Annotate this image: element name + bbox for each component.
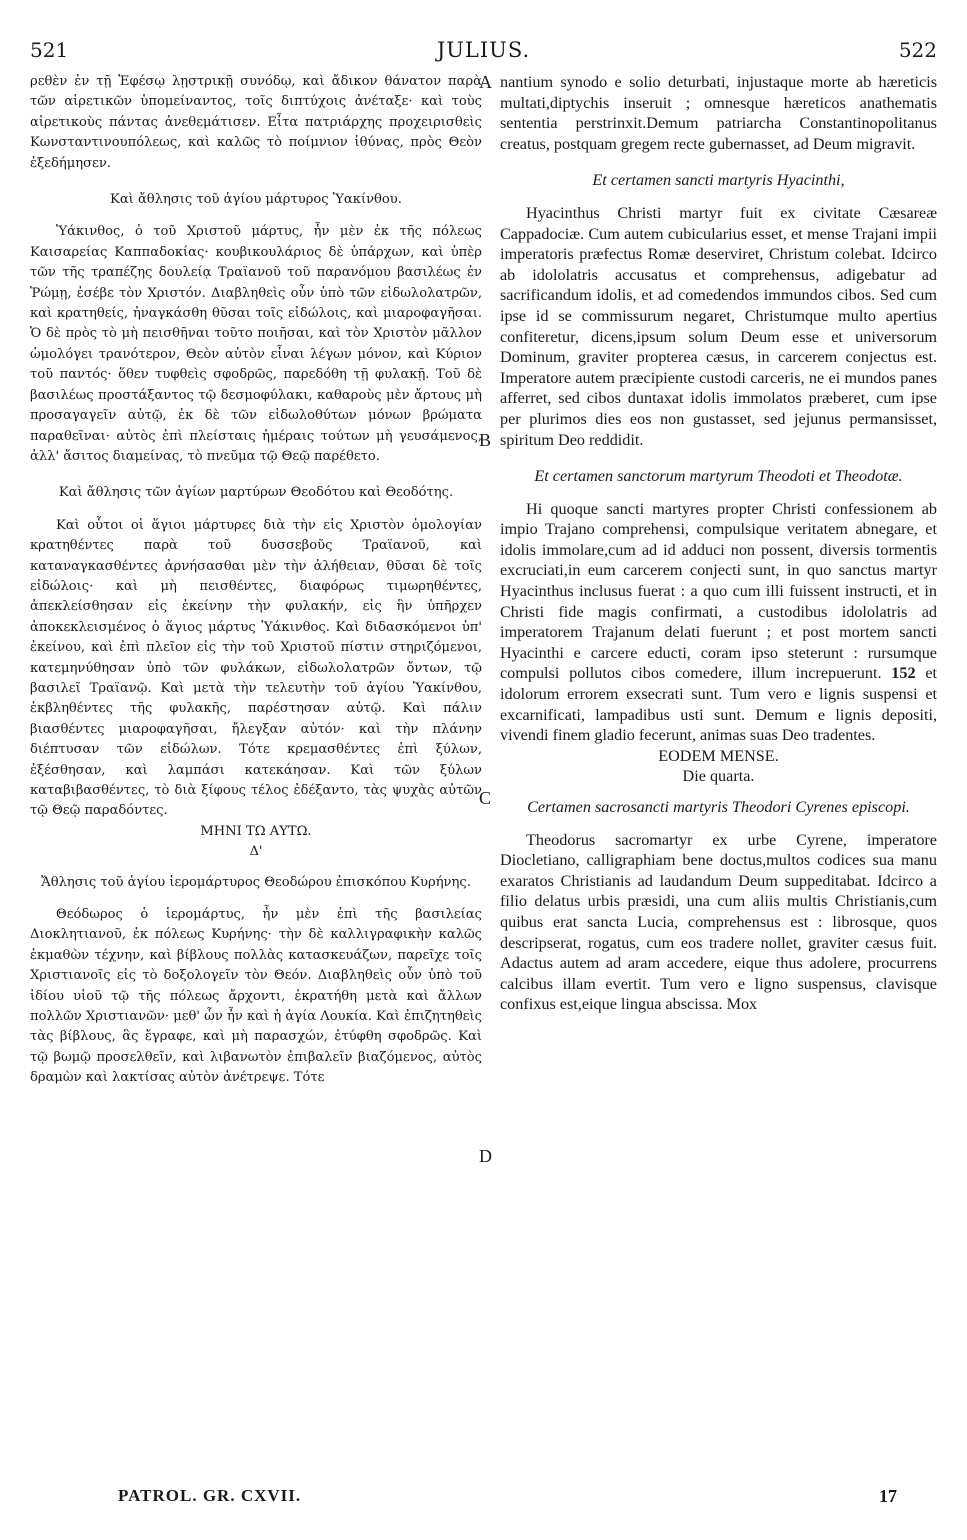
section-mark-a: A (479, 72, 492, 92)
latin-month-heading: EODEM MENSE. (658, 746, 779, 765)
greek-paragraph-theodore: Θεόδωρος ὁ ἱερομάρτυς, ἦν μὲν ἐπὶ τῆς βασιλείας Διοκλητιανοῦ, ἐκ πόλεως Κυρήνης· τὴν δὲ καλλιγραφικὴν καλῶς ἐκμαθὼν τέχνην, καὶ βίβλους πολλὰς κατασκευάζων, παρεῖχε τοῖς Χριστιανοῖς εἰς τὸ δοξολογεῖν τὸν Θεόν. Διαβληθεὶς οὖν ὑπὸ τοῦ ἰδίου υἱοῦ τῷ τῆς πόλεως ἄρχοντι, ἐκρατήθη μετὰ καὶ ἄλλων πολλῶν Χριστιανῶν· μεθ' ὧν ἦν καὶ ἡ ἁγία Λουκία. Καὶ ἐπιζητηθεὶς τὰς βίβλους, ἃς ἔγραφε, καὶ μὴ παρασχών, ἐτύφθη σφοδρῶς. Καὶ τῷ βωμῷ προσελθεῖν, καὶ λιβανωτὸν ἐπιβαλεῖν βιαζόμενος, αὐτὸς δραμὼν καὶ λακτίσας αὐτὸν ἀνέτρεψε. Τότε (30, 907, 482, 1086)
column-number-marker: 152 (891, 664, 916, 683)
latin-heading-hyacinth: Et certamen sancti martyris Hyacinthi, (592, 171, 845, 190)
page-header (30, 38, 937, 68)
latin-paragraph-theodotus-part1: Hi quoque sancti martyres propter Christi confessionem ab impio Trajano comprehensi, compulsique veritatem abnegare, et idolis immolare,cum ad id adduci non possent, diversis tormentis excruciati,in eum carcerem conjecti sunt, in quo sanctus martyr Hyacinthus inclusus fuerat : a quo cum illi fuissent instructi, et in Christi fide magis confirmati, a custodibus idololatris ad imperatorem Trajanum delati fuerunt ; et post mortem sancti Hyacinthi e carcere educti, coram ipso steterunt : rursumque compulsi pollutos cibos comedere, illum increpuerunt. (500, 499, 937, 683)
greek-paragraph-theodotus: Καὶ οὗτοι οἱ ἅγιοι μάρτυρες διὰ τὴν εἰς Χριστὸν ὁμολογίαν κρατηθέντες παρὰ τοῦ δυσσεβοῦς Τραϊανοῦ, καὶ καταναγκασθέντες ἀρνήσασθαι μὲν τὴν ἀλήθειαν, θῦσαι δὲ τοῖς εἰδώλοις· καὶ μὴ πεισθέντες, διαφόρως τιμωρηθέντες, ἀπεκλείσθησαν εἰς ἐκείνην τὴν φυλακήν, εἰς ἣν ὑπῆρχεν ἀποκεκλεισμένος ὁ ἅγιος μάρτυς Ὑάκινθος. Καὶ διδασκόμενοι ὑπ' ἐκείνου, καὶ ἐπὶ πλεῖον εἰς τὴν τοῦ Χριστοῦ πίστιν στηριζόμενοι, κατεμηνύθησαν ὑπὸ τῶν φυλάκων, εἰδωλολατρῶν ὄντων, τῷ βασιλεῖ Τραϊανῷ. Καὶ μετὰ τὴν τελευτὴν τοῦ ἁγίου Ὑακίνθου, ἐκβληθέντες τῆς φυλακῆς, παρέστησαν αὐτῷ. Καὶ πάλιν βιασθέντες μιαροφαγῆσαι, ἤλεγξαν αὐτόν· καὶ τὴν πλάνην διέπτυσαν τῶν εἰδώλων. Τότε κρεμασθέντες ἐπὶ ξύλων, ἐξέσθησαν, καὶ λαμπάσι κατεκάησαν. Καὶ τῶν ξύλων καταβιβασθέντες, τὸ διὰ ξίφους τέλος ἐδέξαντο, τὰς ψυχὰς αὐτῶν τῷ Θεῷ παραδόντες. (30, 517, 482, 819)
greek-heading-hyacinth: Καὶ ἄθλησις τοῦ ἁγίου μάρτυρος Ὑακίνθου. (110, 192, 402, 208)
latin-heading-theodore: Certamen sacrosancti martyris Theodori Cyrenes episcopi. (527, 798, 910, 816)
greek-day-heading: Δ' (249, 844, 263, 860)
section-mark-b: B (479, 430, 492, 450)
latin-heading-theodotus: Et certamen sanctorum martyrum Theodoti et Theodotæ. (534, 467, 903, 486)
latin-paragraph-theodore: Theodorus sacromartyr ex urbe Cyrene, imperatore Diocletiano, calligraphiam bene doctus,multos codices sua manu exaratos Christianis ad laudandum Deum suppeditabat. Idcirco a filio delatus urbis præsidi, una cum aliis multis Christianis,cum quibus erat sancta Lucia, comprehensus est : librosque, quos descripserat, rogatus, cum eos tradere nollet, graviter cæsus fuit. Adactus autem ad aram accedere, eique thus adolere, procurrens calcibus illam evertit. Tum vero e ligno suspensus, clavisque confixus est,eique lingua abscissa. Mox (500, 830, 937, 1014)
latin-paragraph-theodotus (500, 499, 937, 746)
greek-month-heading: ΜΗΝΙ ΤΩ ΑΥΤΩ. (200, 823, 312, 839)
greek-column (30, 72, 482, 1089)
footer-signature: 17 (879, 1486, 897, 1506)
latin-paragraph-continued: nantium synodo e solio deturbati, injustaque morte ab hæreticis multati,diptychis inseruit ; omnesque hæreticos anathematis sententia perstrinxit.Demum patriarcha Constantinopolitanus creatus, postquam gregem recte gubernasset, ad Deum migravit. (500, 73, 937, 153)
footer-series: PATROL. GR. CXVII. (118, 1486, 302, 1505)
section-mark-d: D (479, 1146, 492, 1166)
left-page-number: 521 (30, 38, 69, 62)
latin-column (500, 72, 937, 1015)
latin-paragraph-theodotus-part2: et idolorum errorem exsecrati sunt. Tum vero e lignis suspensi et excarnificati, lampadibus usti sunt. Demum e lignis depositi, vivendi finem gladio fecerunt, animas suas Deo tradentes. (500, 664, 937, 745)
greek-paragraph-hyacinth: Ὑάκινθος, ὁ τοῦ Χριστοῦ μάρτυς, ἦν μὲν ἐκ τῆς πόλεως Καισαρείας Καππαδοκίας· κουβικουλάριος δὲ ὑπάρχων, καὶ ὑπὲρ τῶν τῆς τραπέζης δουλείᾳ Τραϊανοῦ τοῦ παρανόμου βασιλέως ἐν Ῥώμῃ, ἐσέβε τὸν Χριστόν. Διαβληθεὶς οὖν ὑπὸ τῶν εἰδωλολατρῶν, καὶ κρατηθείς, ἠναγκάσθη θῦσαι τοῖς εἰδώλοις, καὶ μιαροφαγῆσαι. Ὁ δὲ πρὸς τὸ μὴ πεισθῆναι τοῦτο ποιῆσαι, καὶ τὸν Χριστὸν μᾶλλον ὡμολόγει τρανότερον, Θεὸν αὐτὸν εἶναι λέγων μόνον, καὶ Κύριον τοῦ παντός· ὅθεν τυφθεὶς σφοδρῶς, παρεδόθη τῇ φυλακῇ. Τοῦ δὲ βασιλέως προστάξαντος τῷ δεσμοφύλακι, καθαροὺς μὲν ἄρτους μὴ προσαγαγεῖν αὐτῷ, ἐκ δὲ τῶν εἰδωλοθύτων μόνων βρώματα παραθεῖναι· αὐτὸς ἐπὶ πλείσταις ἡμέραις τούτων μὴ γευσάμενος, ἀλλ' ἄσιτος διαμείνας, τὸ πνεῦμα τῷ Θεῷ παρέθετο. (30, 224, 482, 464)
latin-paragraph-hyacinth: Hyacinthus Christi martyr fuit ex civitate Cæsareæ Cappadociæ. Cum autem cubicularius esset, et mense Trajani impii imperatoris præfectus Romæ deserviret, Christum colebat. Idcirco ab idololatris accusatus et comprehensus, adigebatur ad sacrificandum idolis, et ad comedendos immundos cibos. Sed cum ipse id se commissurum negaret, Christumque multo apertius confiteretur, dicens,ipsum solum Deum esse et universorum Dominum, graviter propterea cæsus, in carcerem conjectus est. Imperatore autem præcipiente custodi carceris, ne ei mundos panes afferret, sed cibos duntaxat idolis immolatos præberet, cum ipse per plurimos dies eos non gustasset, sed jejunus permansisset, spiritum Deo reddidit. (500, 203, 937, 449)
section-mark-c: C (479, 788, 492, 808)
greek-paragraph-continued: ρεθὲν ἐν τῇ Ἐφέσῳ λῃστρικῇ συνόδῳ, καὶ ἄδικον θάνατον παρὰ τῶν αἱρετικῶν ὑπομείναντος, τοῖς διπτύχοις ἀνέταξε· καὶ τοὺς αἱρετικοὺς πάντας ἀνεθεμάτισεν. Εἶτα πατριάρχης προχειρισθεὶς Κωνσταντινουπόλεως, καὶ καλῶς τὸ ποίμνιον ἰθύνας, πρὸς Θεὸν ἐξεδήμησεν. (30, 74, 482, 171)
greek-heading-theodore: Ἄθλησις τοῦ ἁγίου ἱερομάρτυρος Θεοδώρου ἐπισκόπου Κυρήνης. (41, 874, 471, 890)
right-page-number: 522 (898, 38, 937, 62)
greek-heading-theodotus: Καὶ ἄθλησις τῶν ἁγίων μαρτύρων Θεοδότου καὶ Θεοδότης. (58, 485, 454, 501)
running-title: JULIUS. (436, 38, 531, 62)
latin-day-heading: Die quarta. (682, 767, 755, 786)
